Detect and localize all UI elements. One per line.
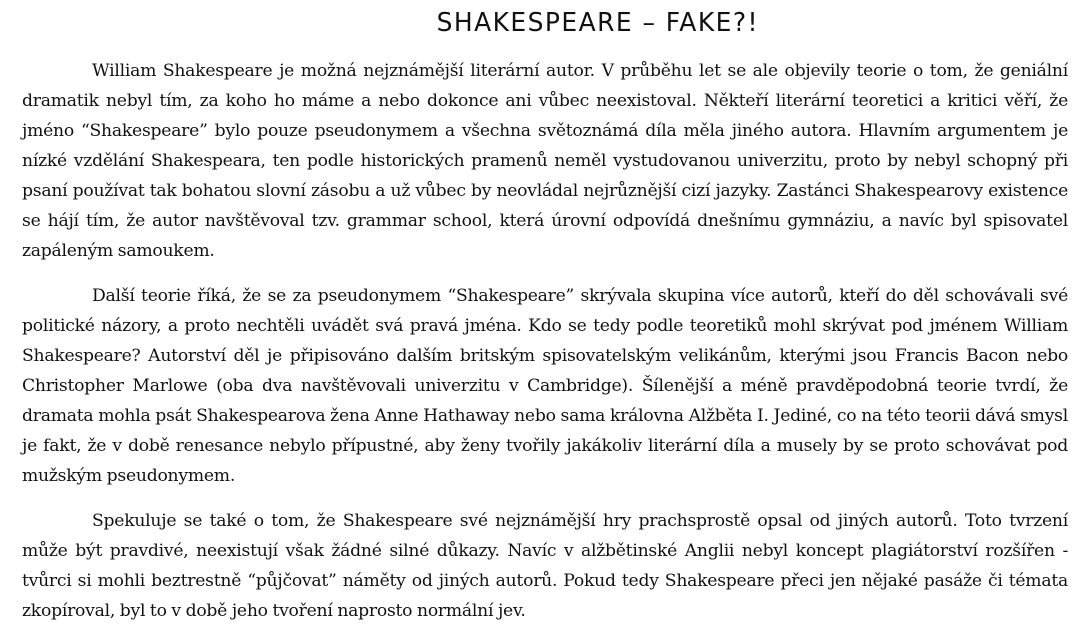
paragraph-2: Další teorie říká, že se za pseudonymem “Shakespeare” skrývala skupina více autorů, kteří do děl schovávali své politické názory, a proto nechtěli uvádět svá pravá jména. Kdo se tedy podle teoretiků mohl skrývat pod jménem William Shakespeare? Autorství děl je připisováno dalším britským spisovatelským velikánům, kterými jsou Francis Bacon nebo Christopher Marlowe (oba dva navštěvovali univerzitu v Cambridge). Šílenější a méně pravděpodobná teorie tvrdí, že dramata mohla psát Shakespearova žena Anne Hathaway nebo sama královna Alžběta I. Jediné, co na této teorii dává smysl je fakt, že v době renesance nebylo přípustné, aby ženy tvořily jakákoliv literární díla a musely by se proto schovávat pod mužským pseudonymem. (22, 286, 1068, 486)
paragraph-1: William Shakespeare je možná nejznámější literární autor. V průběhu let se ale objevily teorie o tom, že geniální dramatik nebyl tím, za koho ho máme a nebo dokonce ani vůbec neexistoval. Někteří literární teoretici a kritici věří, že jméno “Shakespeare” bylo pouze pseudonymem a všechna světoznámá díla měla jiného autora. Hlavním argumentem je nízké vzdělání Shakespeara, ten podle historických pramenů neměl vystudovanou univerzitu, proto by nebyl schopný při psaní používat tak bohatou slovní zásobu a už vůbec by neovládal nejrůznější cizí jazyky. Zastánci Shakespearovy existence se hájí tím, že autor navštěvoval tzv. grammar school, která úrovní odpovídá dnešnímu gymnáziu, a navíc byl spisovatel zapáleným samoukem. (22, 61, 1068, 261)
document-page (22, 6, 1068, 641)
document-title: SHAKESPEARE – FAKE?! (436, 8, 759, 38)
paragraph-3: Spekuluje se také o tom, že Shakespeare své nejznámější hry prachsprostě opsal od jiných autorů. Toto tvrzení může být pravdivé, neexistují však žádné silné důkazy. Navíc v alžbětinské Anglii nebyl koncept plagiátorství rozšířen - tvůrci si mohli beztrestně “půjčovat” náměty od jiných autorů. Pokud tedy Shakespeare přeci jen nějaké pasáže či témata zkopíroval, byl to v době jeho tvoření naprosto normální jev. (22, 511, 1068, 621)
